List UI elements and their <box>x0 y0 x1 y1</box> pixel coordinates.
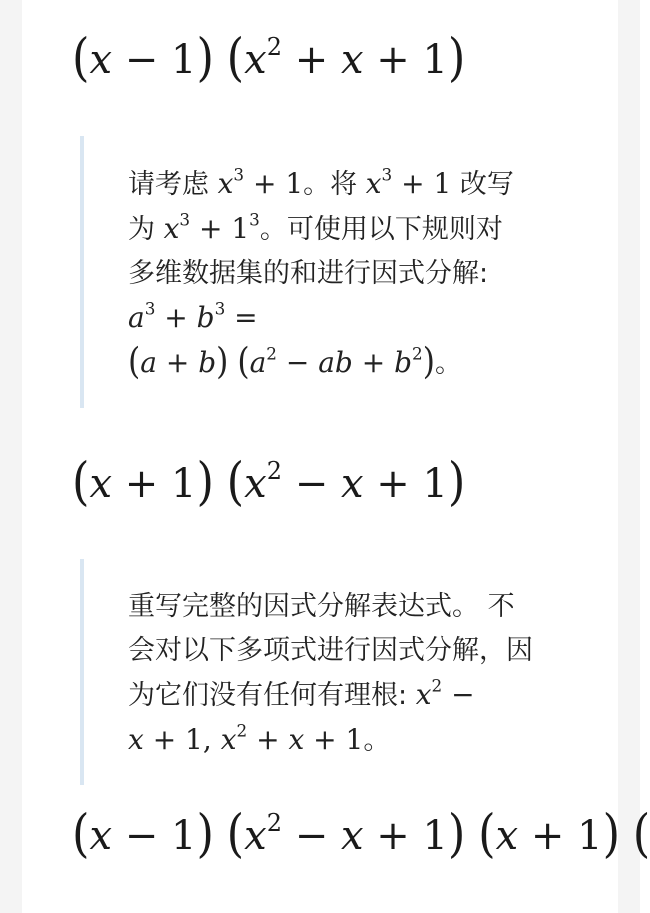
formula-step-3: (x − 1) $(x^2 - x + 1) (x + 1)$ ( <box>72 802 650 864</box>
explanation-line: 为 $x^3 + 1^3$。可使用以下规则对 <box>128 209 503 245</box>
explanation-line: 多维数据集的和进行因式分解: <box>128 258 489 289</box>
explanation-text-2 <box>128 559 540 763</box>
explanation-line: 重写完整的因式分解表达式。 不 <box>128 591 515 622</box>
explanation-text-1 <box>128 136 540 386</box>
formula-step-1: (x − 1) $(x^2 + x + 1)$ <box>72 26 466 88</box>
explanation-line: 为它们没有任何有理根: $x^2$ − <box>128 675 475 711</box>
explanation-line: 会对以下多项式进行因式分解，因 <box>128 635 533 666</box>
page-left-margin <box>0 0 22 913</box>
explanation-block-2 <box>80 559 540 785</box>
explanation-block-1 <box>80 136 540 408</box>
page-right-margin <box>618 0 640 913</box>
formula-step-2: (x + 1) $(x^2 - x + 1)$ <box>72 450 466 512</box>
explanation-line: (a + b) ($a^2$ − ab + $b^2$)。 <box>128 341 462 383</box>
explanation-math-line: $a^3 + b^3$ = <box>128 298 258 334</box>
explanation-line: 请考虑 $x^3 + 1$。将 $x^3 + 1$ 改写 <box>128 164 514 200</box>
explanation-line: x + 1, $x^2 + x + 1$。 <box>128 720 391 756</box>
